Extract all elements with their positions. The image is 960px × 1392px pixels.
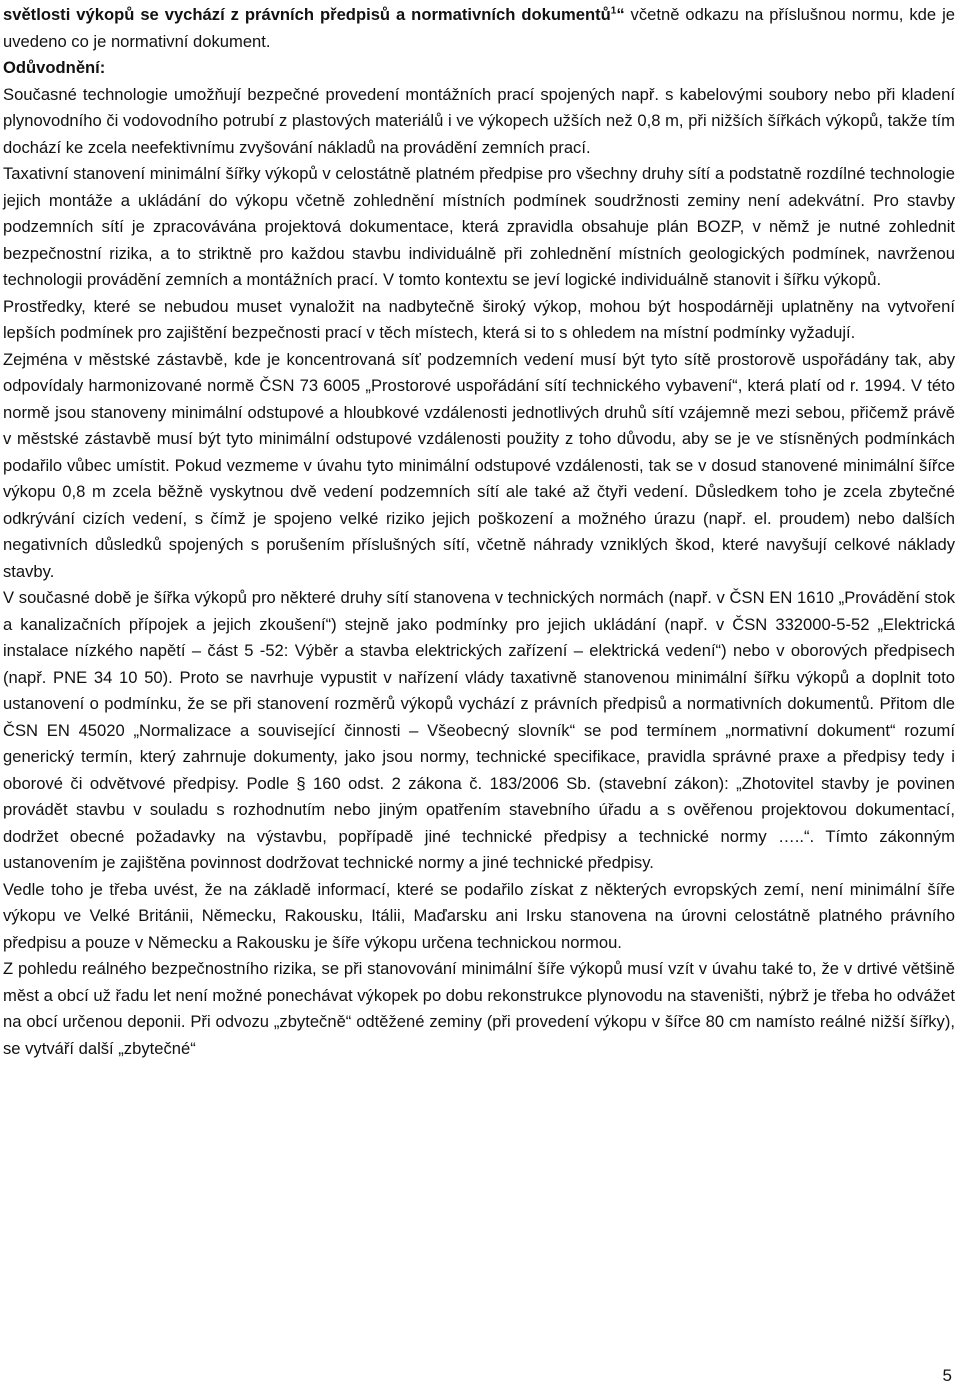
intro-rest-text: včetně odkazu na příslušnou normu, kde je uvedeno co je normativní dokument. [3,5,955,51]
paragraph-taxative-width: Taxativní stanovení minimální šířky výkopů v celostátně platném předpise pro všechny druhy sítí a podstatně rozdílné technologie jejich montáže a ukládání do výkopu včetně zohlednění místních podmínek soudržnosti zeminy není adekvátní. Pro stavby podzemních sítí je zpracovávána projektová dokumentace, která zpravidla obsahuje plán BOZP, v němž je nutné zohlednit bezpečnostní rizika, a to striktně pro každou stavbu individuálně při zohlednění místních geologických podmínek, navrženou technologii provádění zemních a montážních prací. V tomto kontextu se jeví logické individuálně stanovit i šířku výkopů. [3,164,955,289]
paragraph-urban-development: Zejména v městské zástavbě, kde je koncentrovaná síť podzemních vedení musí být tyto sítě prostorově uspořádány tak, aby odpovídaly harmonizované normě ČSN 73 6005 „Prostorové uspořádání sítí technického vybavení“, která platí od r. 1994. V této normě jsou stanoveny minimální odstupové a hloubkové vzdálenosti jednotlivých druhů sítí vzájemně mezi sebou, přičemž právě v městské zástavbě musí být tyto minimální odstupové vzdálenosti použity z toho důvodu, aby se je ve stísněných podmínkách podařilo vůbec umístit. Pokud vezmeme v úvahu tyto minimální odstupové vzdálenosti, tak se v dosud stanovené minimální šířce výkopu 0,8 m zcela běžně vyskytnou dvě vedení podzemních sítí ale také až čtyři vedení. Důsledkem toho je zcela zbytečné odkrývání cizích vedení, s čímž je spojeno velké riziko jejich poškození a možného úrazu (např. el. proudem) nebo dalších negativních důsledků spojených s porušením příslušných sítí, včetně náhrady vzniklých škod, které navyšují celkové náklady stavby. [3,349,955,581]
intro-quote-close: “ [616,5,625,24]
intro-paragraph [3,2,955,55]
paragraph-european-countries: Vedle toho je třeba uvést, že na základě informací, které se podařilo získat z některých evropských zemí, není minimální šíře výkopu ve Velké Británii, Německu, Rakousku, Itálii, Maďarsku ani Irsku stanovena na úrovni celostátně platného právního předpisu a pouze v Německu a Rakousku je šíře výkopu určena technickou normou. [3,879,955,952]
section-heading: Odůvodnění: [3,58,106,77]
page-number: 5 [942,1366,952,1385]
document-page [3,2,955,1062]
paragraph-technologies: Současné technologie umožňují bezpečné provedení montážních prací spojených např. s kabelovými soubory nebo při kladení plynovodního či vodovodního potrubí z plastových materiálů i ve výkopech užších než 0,8 m, při nižších šířkách výkopů, takže tím dochází ke zcela neefektivnímu zvyšování nákladů na provádění zemních prací. [3,84,955,157]
paragraph-current-standards: V současné době je šířka výkopů pro některé druhy sítí stanovena v technických normách (např. v ČSN EN 1610 „Provádění stok a kanalizačních přípojek a jejich zkoušení“) stejně jako podmínky pro jejich ukládání (např. v ČSN 332000-5-52 „Elektrická instalace nízkého napětí – část 5 -52: Výběr a stavba elektrických zařízení – elektrická vedení“) nebo v oborových předpisech (např. PNE 34 10 50). Proto se navrhuje vypustit v nařízení vlády taxativně stanovenou minimální šířku výkopů a doplnit toto ustanovení o podmínku, že se při stanovení rozměrů výkopů vychází z právních předpisů a normativních dokumentů. Přitom dle ČSN EN 45020 „Normalizace a související činnosti – Všeobecný slovník“ se pod termínem „normativní dokument“ rozumí generický termín, který zahrnuje dokumenty, jako jsou normy, technické specifikace, pravidla správné praxe a předpisy tedy i oborové či odvětvové předpisy. Podle § 160 odst. 2 zákona č. 183/2006 Sb. (stavební zákon): „Zhotovitel stavby je povinen provádět stavbu v souladu s rozhodnutím nebo jiným opatřením stavebního úřadu a s ověřenou projektovou dokumentací, dodržet obecné požadavky na výstavbu, popřípadě jiné technické předpisy a technické normy …..“. Tímto zákonným ustanovením je zajištěna povinnost dodržovat technické normy a jiné technické předpisy. [3,588,955,872]
paragraph-resources: Prostředky, které se nebudou muset vynaložit na nadbytečně široký výkop, mohou být hospodárněji uplatněny na vytvoření lepších podmínek pro zajištění bezpečnosti prací v těch místech, která si to s ohledem na místní podmínky vyžadují. [3,296,955,342]
footnote-reference[interactable]: 1 [610,5,617,17]
intro-bold-text: světlosti výkopů se vychází z právních předpisů a normativních dokumentů [3,5,611,24]
paragraph-safety-risk: Z pohledu reálného bezpečnostního rizika, se při stanovování minimální šíře výkopů musí vzít v úvahu také to, že v drtivé většině měst a obcí už řadu let není možné ponechávat výkopek po dobu rekonstrukce plynovodu na staveništi, nýbrž je třeba ho odvážet na obcí určenou deponii. Při odvozu „zbytečně“ odtěžené zeminy (při provedení výkopu v šířce 80 cm namísto reálné nižší šířky), se vytváří další „zbytečné“ [3,959,955,1058]
